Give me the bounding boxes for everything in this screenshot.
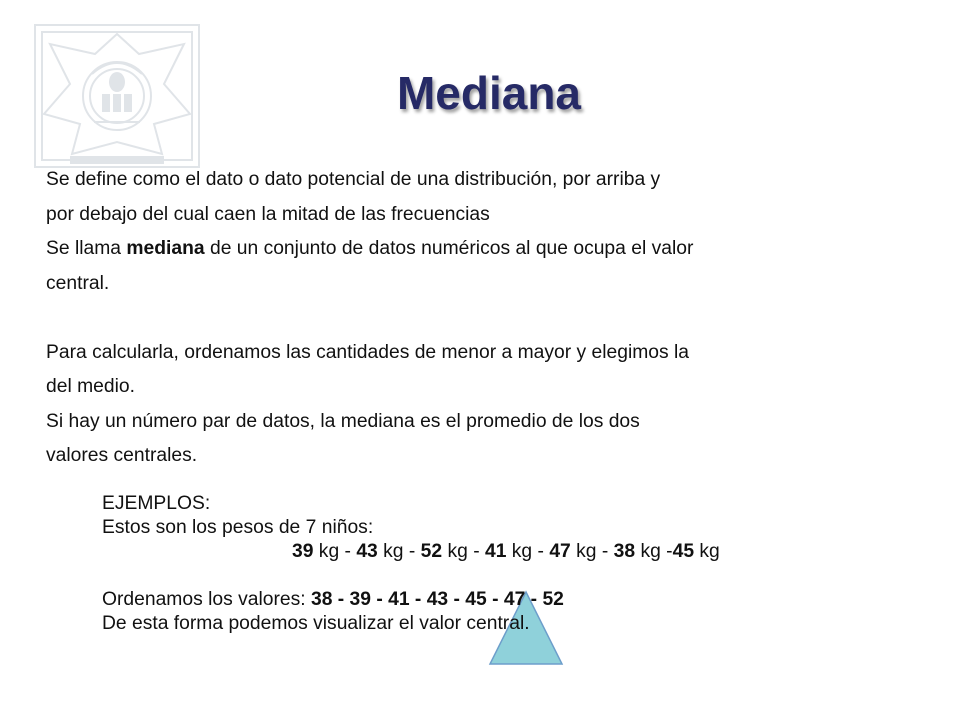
method-line-2: del medio. [46, 376, 135, 397]
weight-item [292, 541, 356, 562]
weight-separator: - [660, 541, 673, 562]
weight-unit: kg [377, 541, 404, 562]
weight-item [421, 541, 485, 562]
weights-list [102, 540, 902, 564]
weight-separator: - [339, 541, 357, 562]
slide-title: Mediana [396, 67, 582, 119]
conclusion-line: De esta forma podemos visualizar el valor central. [102, 613, 530, 634]
weight-separator: - [467, 541, 485, 562]
ordered-values-line [102, 588, 902, 612]
weight-value: 41 [484, 541, 507, 562]
examples-intro: Estos son los pesos de 7 niños: [102, 517, 374, 538]
examples-section [102, 492, 902, 636]
ordered-label: Ordenamos los valores: [102, 589, 311, 610]
weight-unit: kg [442, 541, 468, 562]
weight-separator: - [596, 541, 614, 562]
weight-value: 45 [672, 541, 695, 562]
examples-gap [102, 564, 902, 588]
definition-line-3 [46, 232, 926, 267]
weight-unit: kg [570, 541, 597, 562]
weight-separator: - [532, 541, 550, 562]
weight-unit: kg [313, 541, 340, 562]
definition-line-2: por debajo del cual caen la mitad de las frecuencias [46, 203, 490, 225]
weight-item [614, 541, 673, 562]
definition-line-3-end: de un conjunto de datos numéricos al que ocupa el valor [204, 238, 694, 259]
weight-unit: kg [694, 541, 720, 562]
weight-value: 47 [549, 541, 571, 562]
even-count-line-2: valores centrales. [46, 445, 198, 466]
weight-item [485, 541, 549, 562]
weight-unit: kg [506, 541, 533, 562]
weight-value: 38 [613, 541, 636, 562]
even-count-line-1: Si hay un número par de datos, la mediana es el promedio de los dos [46, 410, 640, 432]
weight-item [673, 541, 720, 562]
definition-text [46, 163, 926, 474]
mediana-term: mediana [126, 238, 205, 259]
definition-line-3-start: Se llama [46, 238, 127, 259]
weight-unit: kg [635, 541, 661, 562]
paragraph-gap [46, 301, 926, 336]
weight-value: 52 [420, 541, 443, 562]
method-line-1: Para calcularla, ordenamos las cantidades de menor a mayor y elegimos la [46, 341, 690, 363]
definition-line-1: Se define como el dato o dato potencial de una distribución, por arriba y [46, 169, 661, 190]
examples-heading: EJEMPLOS: [102, 493, 211, 514]
weight-value: 43 [356, 541, 378, 562]
weight-value: 39 [292, 541, 314, 562]
weight-item [549, 541, 613, 562]
ordered-values: 38 - 39 - 41 - 43 - 45 - 47 - 52 [310, 589, 564, 610]
definition-line-4: central. [46, 272, 110, 294]
weight-item [356, 541, 420, 562]
weight-separator: - [403, 541, 421, 562]
